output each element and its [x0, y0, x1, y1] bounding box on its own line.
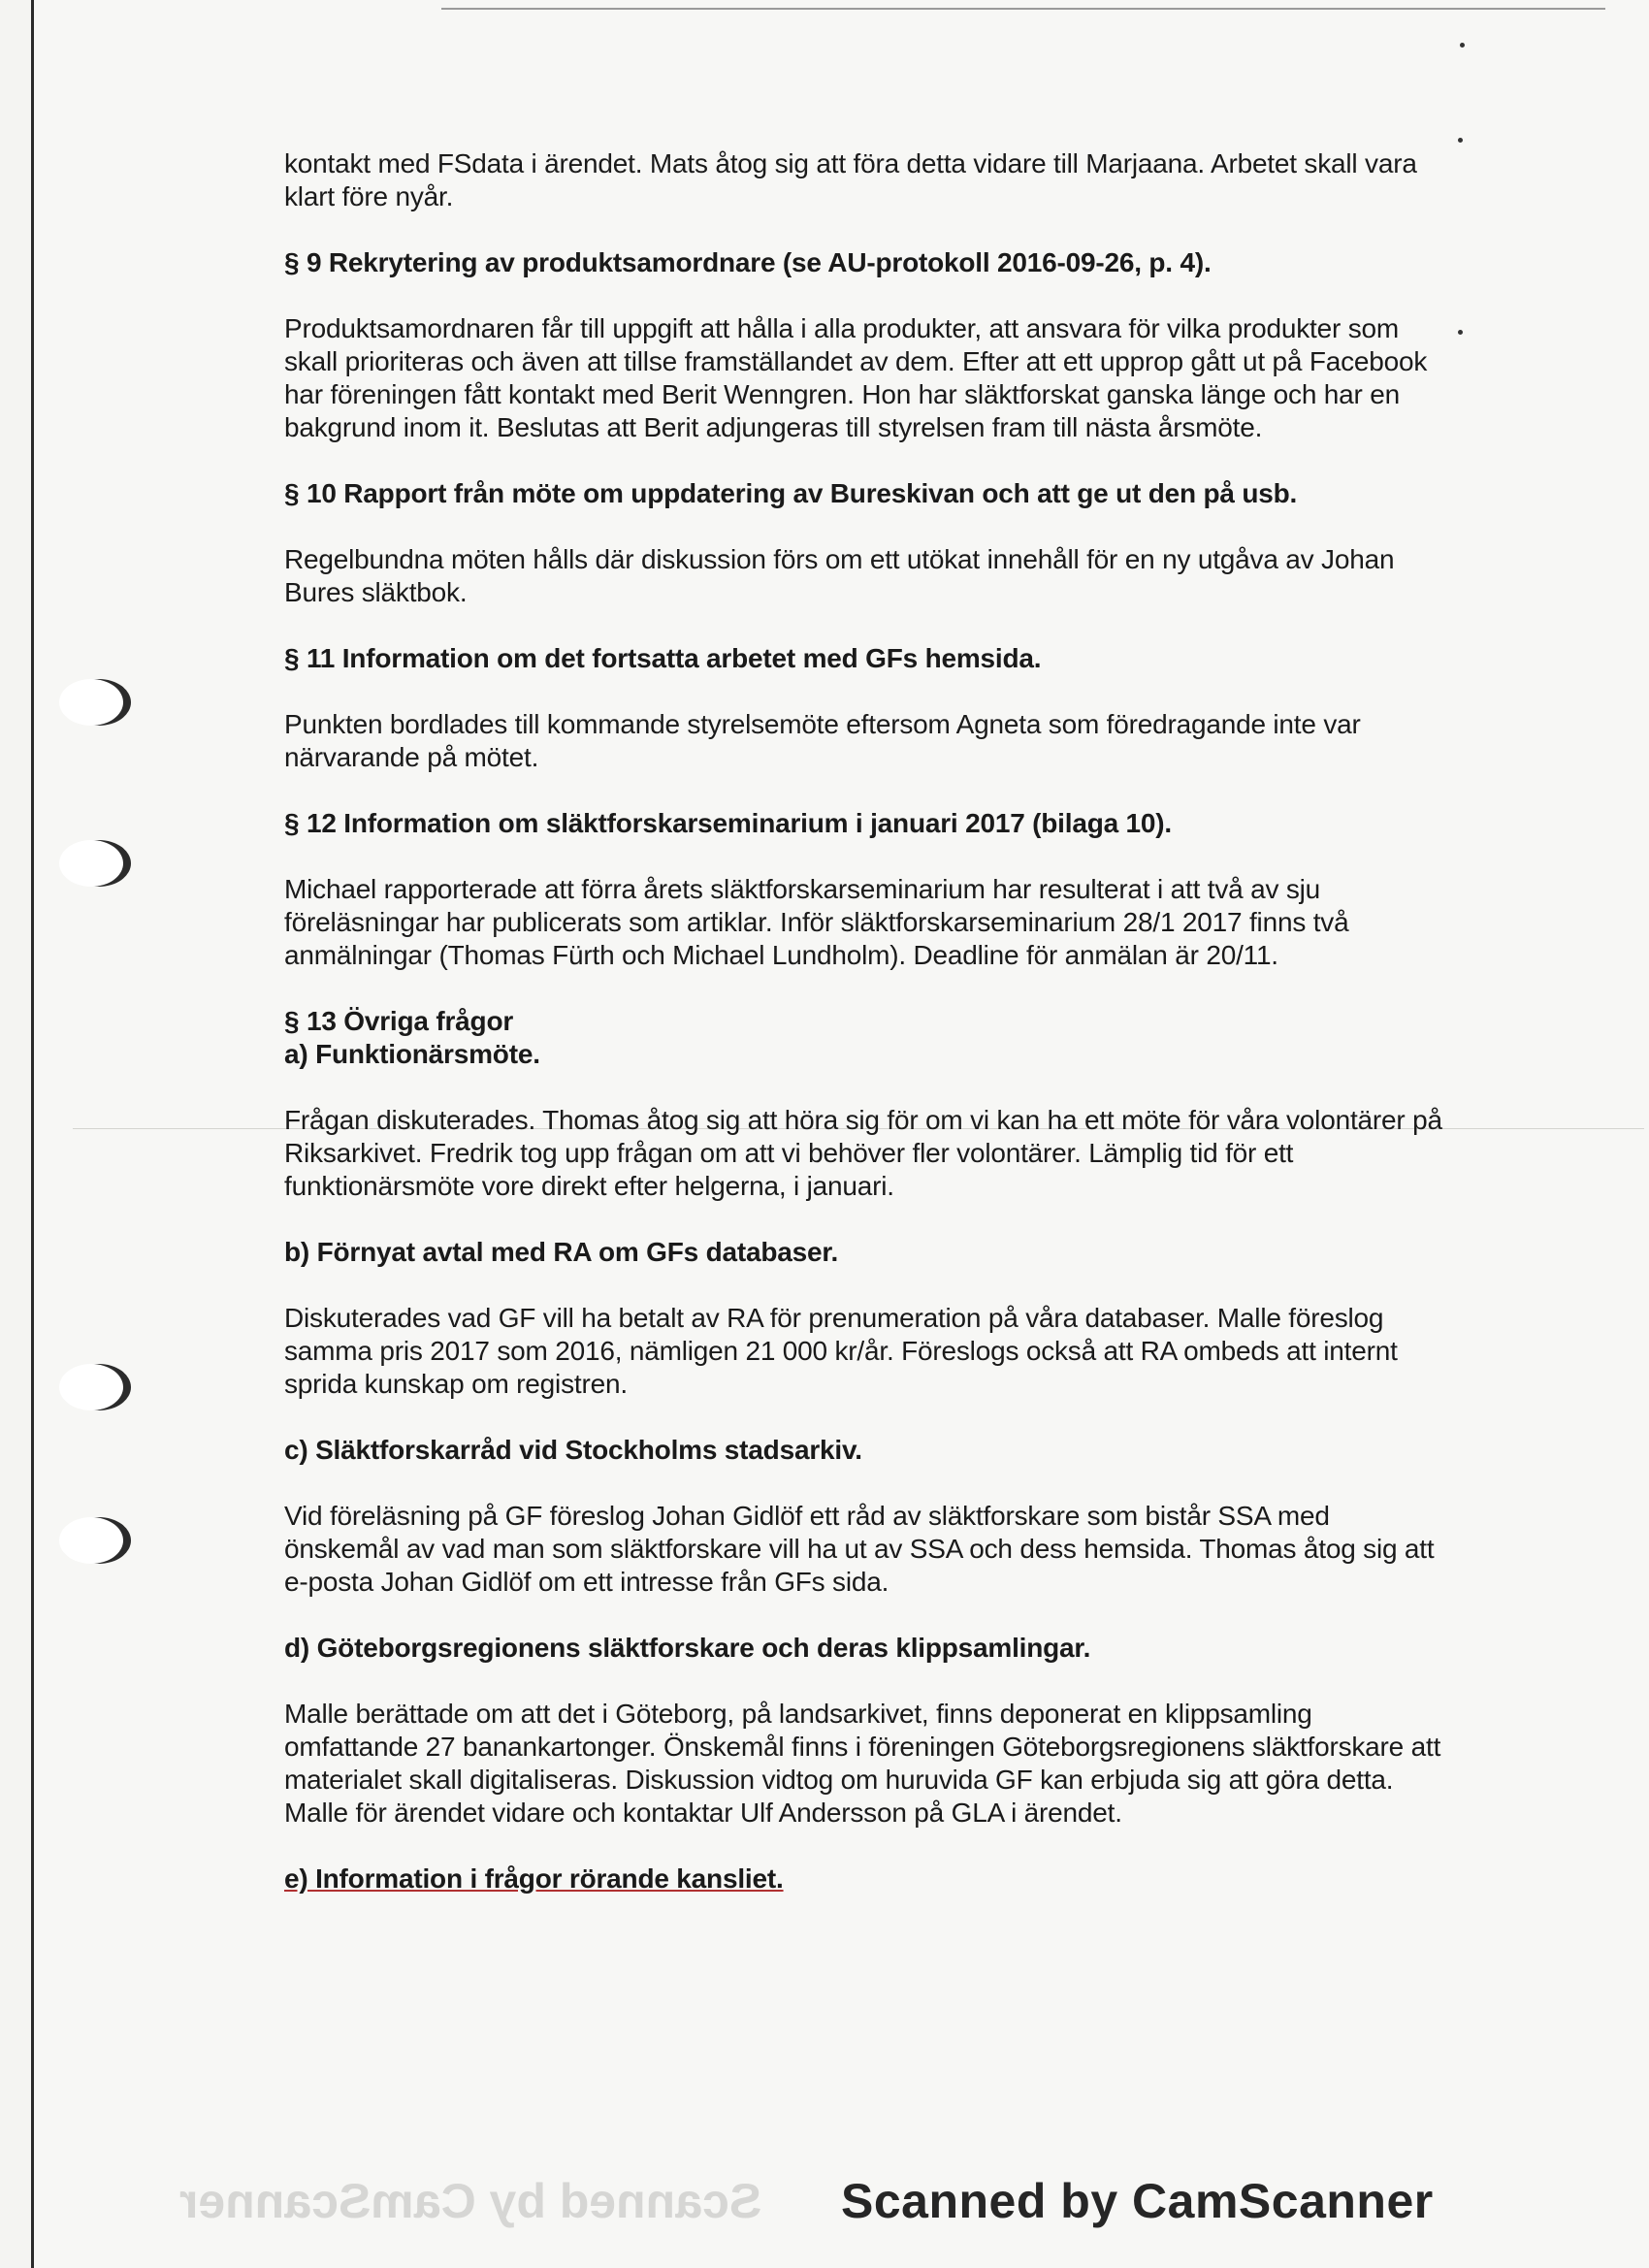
punch-hole-1	[59, 679, 123, 726]
paragraph-section-13a: Frågan diskuterades. Thomas åtog sig att höra sig för om vi kan ha ett möte för våra volontärer på Riksarkivet. Fredrik tog upp frågan om att vi behöver fler volontärer. Lämplig tid för ett funktionärsmöte vore direkt efter helgerna, i januari.	[284, 1105, 1442, 1201]
paragraph-section-11: Punkten bordlades till kommande styrelsemöte eftersom Agneta som föredragande inte var närvarande på mötet.	[284, 709, 1361, 772]
paragraph-section-13d: Malle berättade om att det i Göteborg, på landsarkivet, finns deponerat en klippsamling omfattande 27 banankartonger. Önskemål finns i föreningen Göteborgsregionens släktforskare att materialet skall digitaliseras. Diskussion vidtog om huruvida GF kan erbjuda sig att göra detta. Malle för ärendet vidare och kontaktar Ulf Andersson på GLA i ärendet.	[284, 1699, 1441, 1828]
paragraph-continuation: kontakt med FSdata i ärendet. Mats åtog sig att föra detta vidare till Marjaana. Arbetet skall vara klart före nyår.	[284, 148, 1417, 211]
mirrored-watermark: Scanned by CamScanner	[179, 2174, 762, 2228]
speck	[1460, 43, 1465, 48]
paragraph-section-13b: Diskuterades vad GF vill ha betalt av RA för prenumeration på våra databaser. Malle föreslog samma pris 2017 som 2016, nämligen 21 000 kr/år. Föreslogs också att RA ombeds att internt sprida kunskap om registren.	[284, 1303, 1398, 1399]
heading-section-13: § 13 Övriga frågor	[284, 1006, 514, 1036]
heading-section-9: § 9 Rekrytering av produktsamordnare (se AU-protokoll 2016-09-26, p. 4).	[284, 247, 1212, 277]
heading-section-13b: b) Förnyat avtal med RA om GFs databaser.	[284, 1237, 839, 1267]
heading-section-10: § 10 Rapport från möte om uppdatering av Bureskivan och att ge ut den på usb.	[284, 478, 1298, 508]
paragraph-section-9: Produktsamordnaren får till uppgift att hålla i alla produkter, att ansvara för vilka produkter som skall prioriteras och även att tillse framställandet av dem. Efter att ett upprop gått ut på Facebook har föreningen fått kontakt med Berit Wenngren. Hon har släktforskat ganska länge och har en bakgrund inom it. Beslutas att Berit adjungeras till styrelsen fram till nästa årsmöte.	[284, 313, 1428, 442]
scanned-page	[31, 0, 1649, 2268]
punch-hole-3	[59, 1364, 123, 1410]
punch-hole-4	[59, 1517, 123, 1564]
heading-section-13c: c) Släktforskarråd vid Stockholms stadsarkiv.	[284, 1435, 862, 1465]
speck	[1458, 138, 1463, 143]
top-edge-line	[441, 8, 1605, 10]
punch-hole-2	[59, 840, 123, 887]
heading-section-13e: e) Information i frågor rörande kansliet.	[284, 1863, 784, 1894]
speck	[1458, 330, 1463, 335]
paragraph-section-10: Regelbundna möten hålls där diskussion förs om ett utökat innehåll för en ny utgåva av Johan Bures släktbok.	[284, 544, 1395, 607]
heading-section-12: § 12 Information om släktforskarseminarium i januari 2017 (bilaga 10).	[284, 808, 1173, 838]
document-body	[284, 147, 1448, 1895]
heading-section-13a: a) Funktionärsmöte.	[284, 1039, 540, 1069]
scanner-watermark: Scanned by CamScanner	[841, 2174, 1434, 2228]
paragraph-section-12: Michael rapporterade att förra årets släktforskarseminarium har resulterat i att två av sju föreläsningar har publicerats som artiklar. Inför släktforskarseminarium 28/1 2017 finns två anmälningar (Thomas Fürth och Michael Lundholm). Deadline för anmälan är 20/11.	[284, 874, 1349, 970]
heading-section-11: § 11 Information om det fortsatta arbetet med GFs hemsida.	[284, 643, 1042, 673]
heading-section-13d: d) Göteborgsregionens släktforskare och deras klippsamlingar.	[284, 1633, 1091, 1663]
paragraph-section-13c: Vid föreläsning på GF föreslog Johan Gidlöf ett råd av släktforskare som bistår SSA med önskemål av vad man som släktforskare vill ha ut av SSA och dess hemsida. Thomas åtog sig att e-posta Johan Gidlöf om ett intresse från GFs sida.	[284, 1501, 1435, 1597]
